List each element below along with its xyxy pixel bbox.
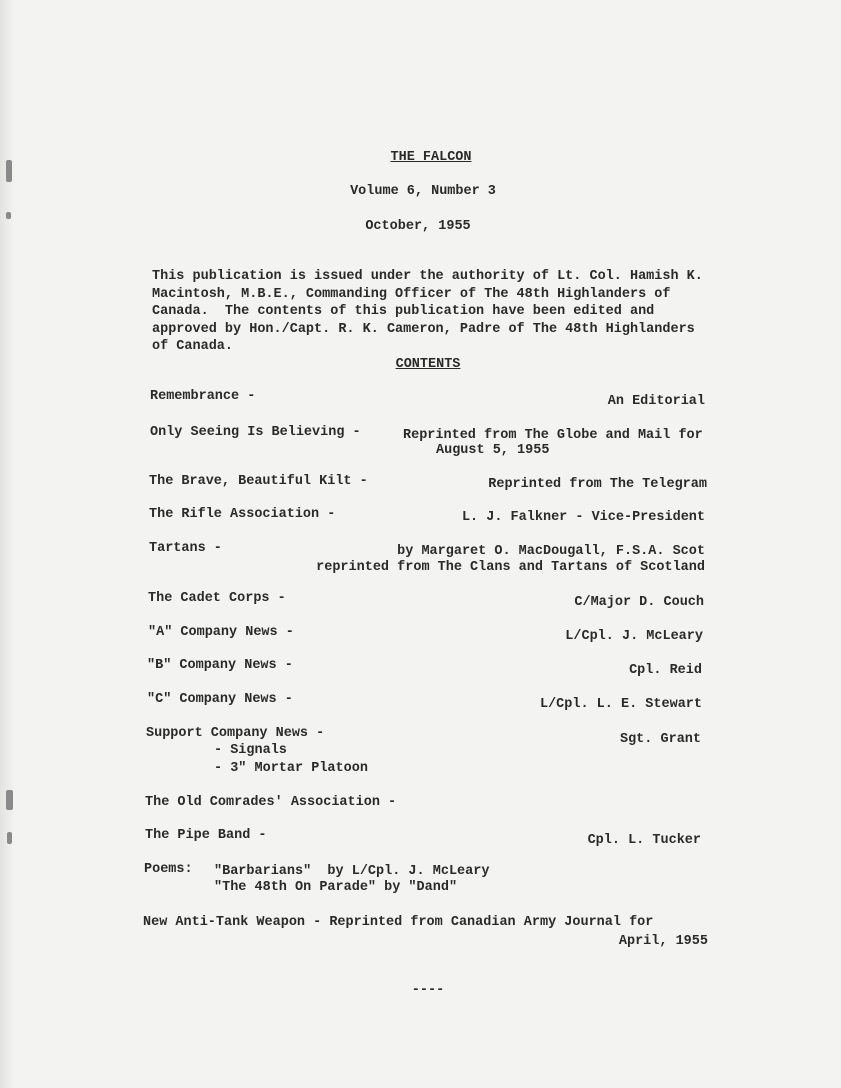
entry-title: Remembrance - — [150, 389, 256, 404]
entry-title: The Brave, Beautiful Kilt - — [149, 474, 368, 489]
entry-title: "A" Company News - — [148, 625, 294, 640]
intro-paragraph — [152, 268, 732, 356]
intro-line: approved by Hon./Capt. R. K. Cameron, Padre of The 48th Highlanders — [152, 321, 695, 337]
poems-label: Poems: — [144, 862, 193, 877]
entry-author: Reprinted from The Telegram — [488, 477, 707, 492]
intro-line: Macintosh, M.B.E., Commanding Officer of The 48th Highlanders of — [152, 286, 671, 302]
entry-author: by Margaret O. MacDougall, F.S.A. Scot — [397, 544, 705, 559]
poem-line: "Barbarians" by L/Cpl. J. McLeary — [214, 864, 490, 879]
entry-subitem: - Signals — [214, 743, 287, 758]
entry-title: Support Company News - — [146, 726, 325, 741]
entry-title: "C" Company News - — [147, 692, 293, 707]
entry-title: The Old Comrades' Association - — [145, 795, 397, 810]
issue-date: October, 1955 — [365, 219, 471, 234]
entry-author: L/Cpl. L. E. Stewart — [539, 697, 702, 712]
entry-author-cont: August 5, 1955 — [436, 443, 550, 458]
intro-line: This publication is issued under the authority of Lt. Col. Hamish K. — [152, 269, 703, 284]
contents-heading: CONTENTS — [395, 357, 461, 372]
volume-number: Volume 6, Number 3 — [350, 184, 496, 199]
end-mark: ---- — [411, 983, 445, 998]
punch-mark — [7, 832, 12, 844]
punch-mark — [6, 160, 12, 182]
entry-author: Sgt. Grant — [619, 732, 701, 747]
entry-title: "B" Company News - — [147, 658, 293, 673]
entry-author: Cpl. Reid — [629, 663, 702, 678]
punch-mark — [6, 212, 11, 219]
entry-author: C/Major D. Couch — [574, 595, 704, 610]
intro-line: of Canada. — [152, 339, 234, 354]
intro-line: Canada. The contents of this publication have been edited and — [152, 304, 655, 319]
entry-author: Cpl. L. Tucker — [587, 833, 701, 848]
entry-author: L. J. Falkner - Vice-President — [461, 510, 705, 525]
entry-author: An Editorial — [607, 394, 705, 409]
weapon-entry: New Anti-Tank Weapon - Reprinted from Canadian Army Journal for — [143, 915, 654, 930]
entry-subitem: - 3" Mortar Platoon — [214, 761, 368, 776]
entry-author: Reprinted from The Globe and Mail for — [403, 428, 703, 443]
publication-title: THE FALCON — [390, 150, 472, 165]
weapon-entry-date: April, 1955 — [618, 934, 708, 949]
entry-title: The Cadet Corps - — [148, 591, 286, 606]
entry-author-cont: reprinted from The Clans and Tartans of Scotland — [316, 560, 705, 575]
punch-mark — [6, 790, 13, 810]
entry-author: L/Cpl. J. McLeary — [565, 629, 703, 644]
poem-line: "The 48th On Parade" by "Dand" — [214, 880, 458, 895]
entry-title: Only Seeing Is Believing - — [150, 425, 361, 440]
entry-title: Tartans - — [149, 541, 222, 556]
entry-title: The Rifle Association - — [149, 507, 336, 522]
entry-title: The Pipe Band - — [145, 828, 267, 843]
